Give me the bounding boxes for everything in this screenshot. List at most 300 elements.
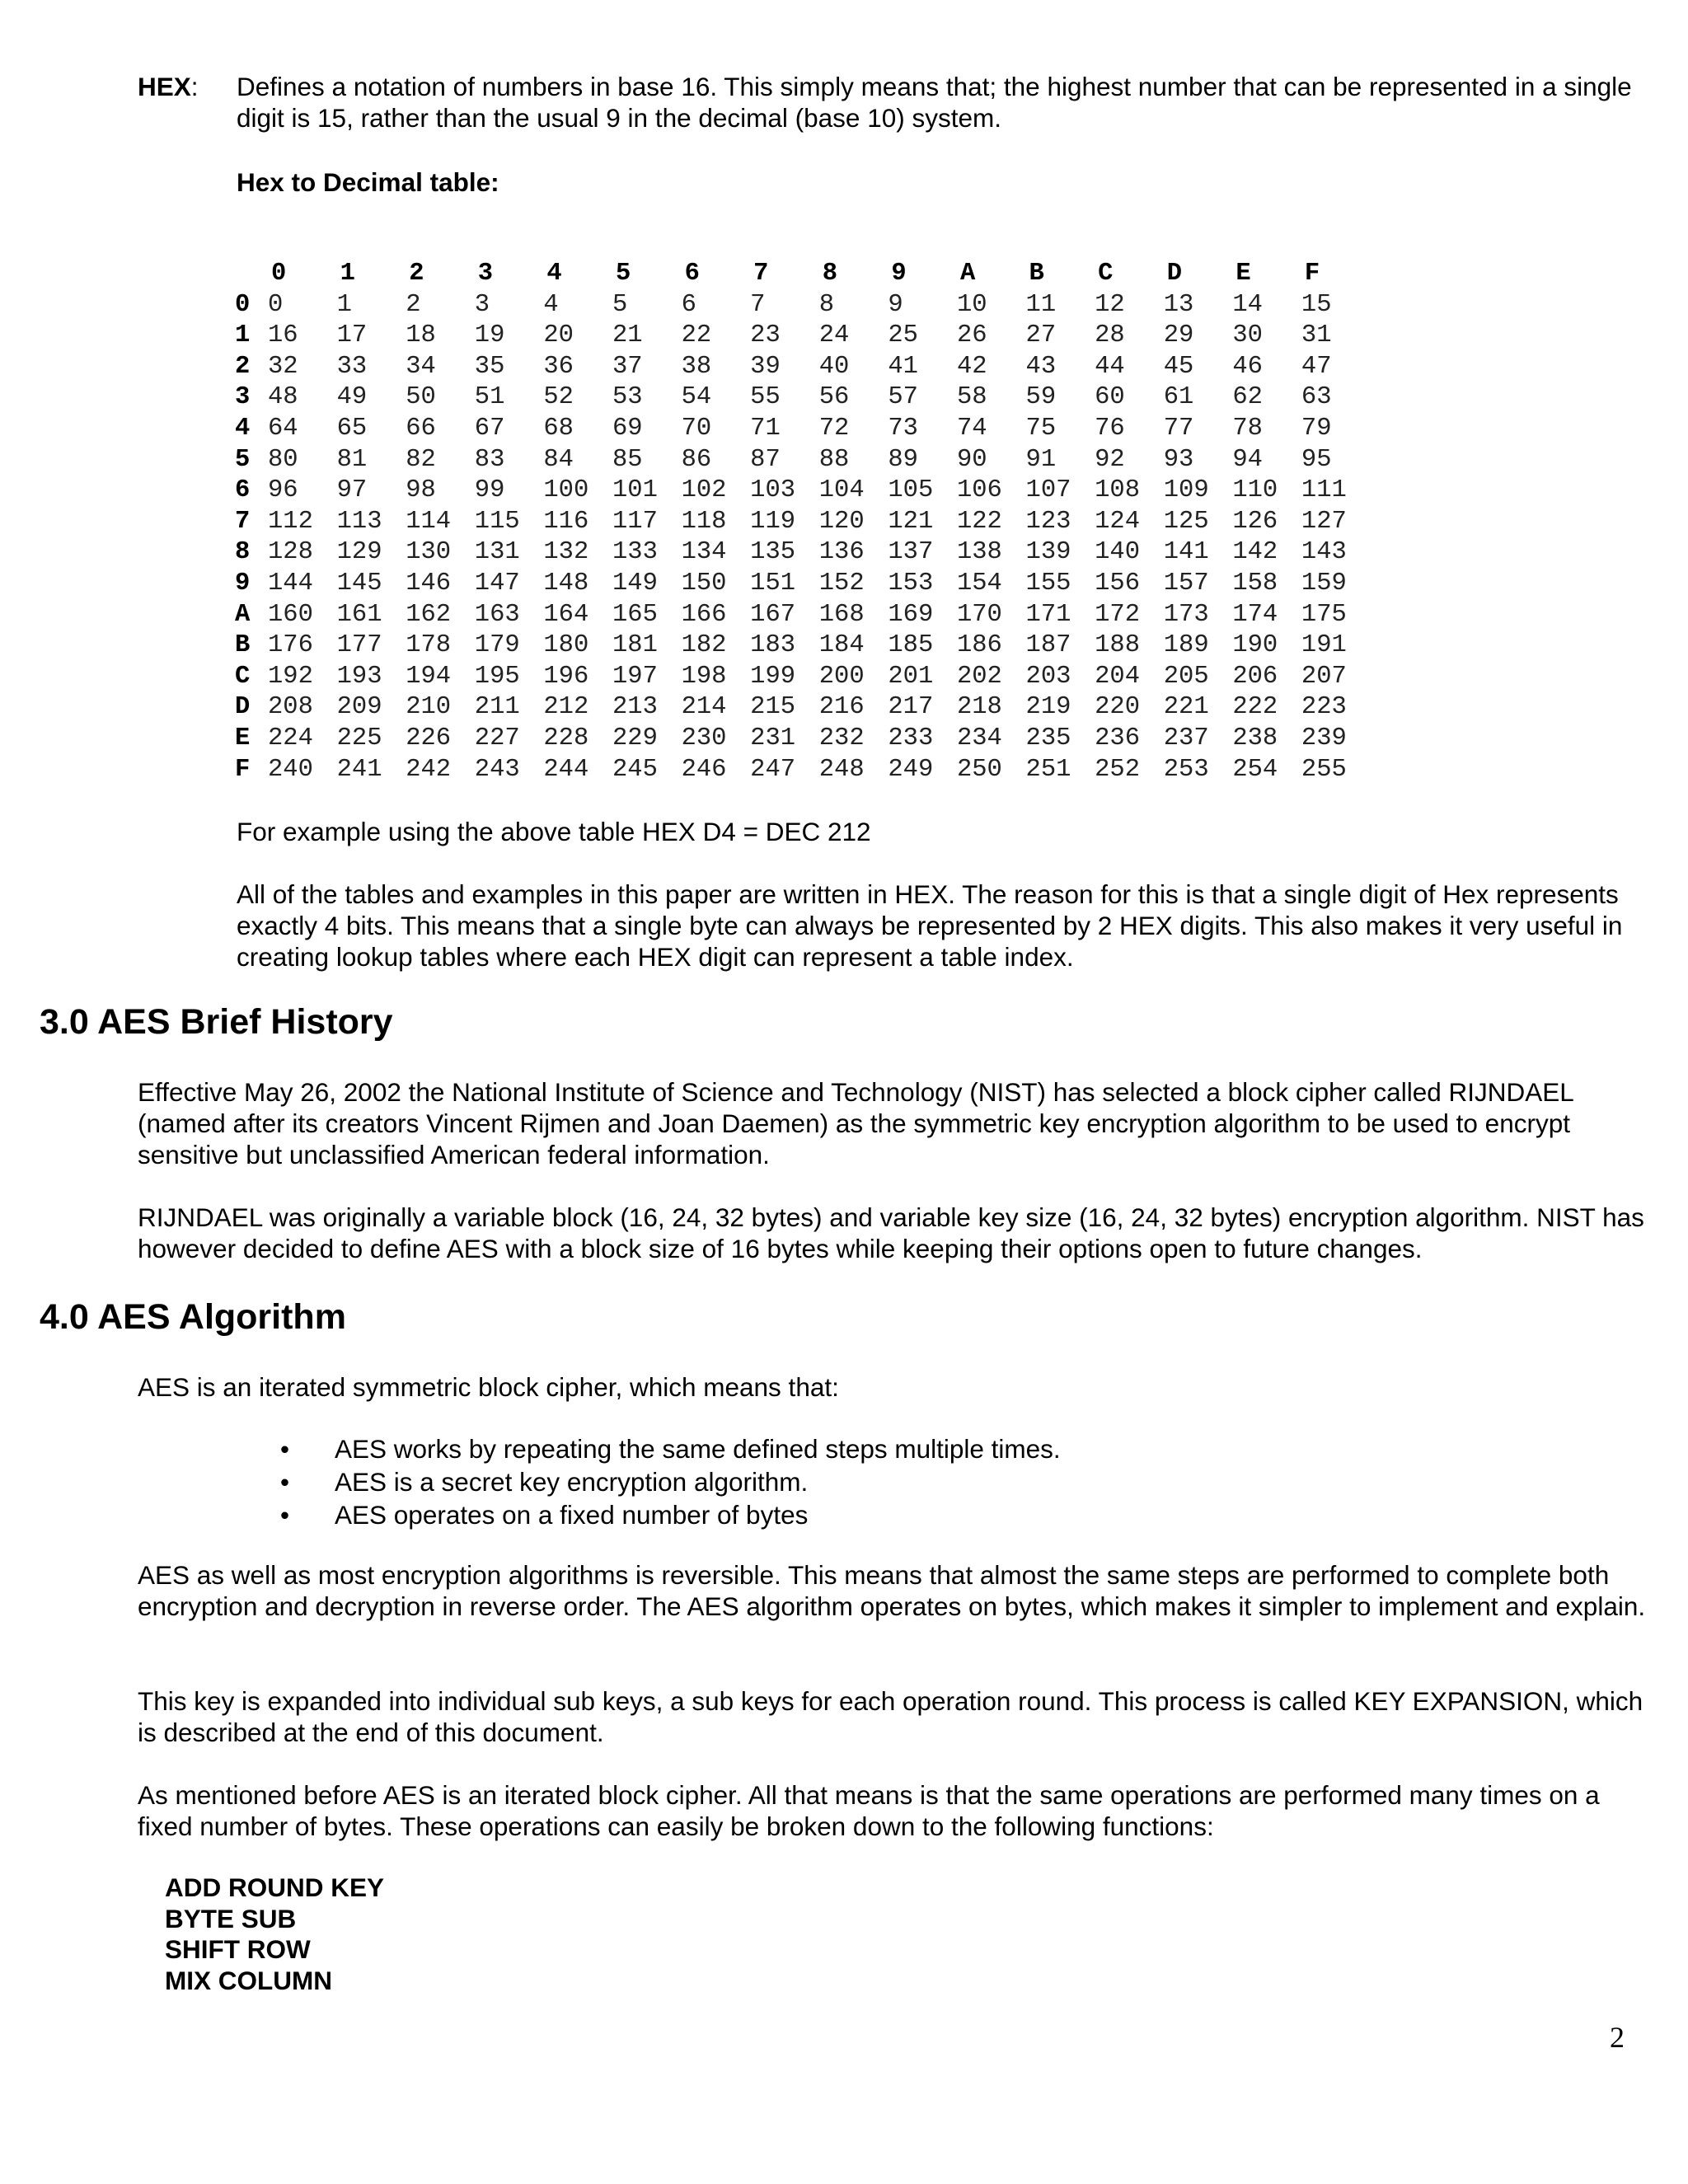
table-cell: 55 <box>750 383 781 412</box>
table-cell: 252 <box>1095 755 1141 784</box>
table-cell: 26 <box>956 321 987 350</box>
table-cell: 180 <box>543 631 589 660</box>
table-cell: 183 <box>750 631 796 660</box>
column-header: F <box>1304 260 1320 288</box>
table-cell: 122 <box>956 507 1002 536</box>
table-header-row <box>235 259 1371 290</box>
function-item: ADD ROUND KEY <box>165 1872 385 1902</box>
table-cell: 227 <box>474 724 520 752</box>
table-cell: 88 <box>818 445 850 474</box>
table-cell: 212 <box>543 693 589 722</box>
table-cell: 154 <box>956 569 1002 598</box>
table-cell: 29 <box>1163 321 1194 350</box>
table-cell: 128 <box>268 538 313 567</box>
list-item: • AES works by repeating the same defined steps multiple times. <box>280 1434 1061 1464</box>
table-cell: 158 <box>1232 569 1278 598</box>
table-cell: 50 <box>406 383 436 412</box>
table-cell: 174 <box>1232 600 1278 629</box>
table-cell: 246 <box>681 755 727 784</box>
section-3-heading: 3.0 AES Brief History <box>40 1002 393 1042</box>
table-cell: 58 <box>956 383 987 412</box>
table-cell: 57 <box>888 383 918 412</box>
table-cell: 153 <box>888 569 934 598</box>
table-cell: 6 <box>681 290 696 319</box>
column-header: C <box>1098 260 1114 288</box>
table-cell: 42 <box>956 352 987 381</box>
table-cell: 7 <box>750 290 766 319</box>
table-cell: 27 <box>1025 321 1057 350</box>
table-row <box>235 630 1371 662</box>
table-cell: 171 <box>1025 600 1071 629</box>
table-cell: 175 <box>1301 600 1347 629</box>
table-cell: 182 <box>681 631 727 660</box>
table-cell: 214 <box>681 693 727 722</box>
table-cell: 90 <box>956 445 987 474</box>
table-cell: 186 <box>956 631 1002 660</box>
table-cell: 16 <box>268 321 298 350</box>
table-cell: 208 <box>268 693 313 722</box>
table-cell: 65 <box>336 414 368 443</box>
table-cell: 12 <box>1095 290 1125 319</box>
table-cell: 181 <box>612 631 658 660</box>
table-cell: 44 <box>1095 352 1125 381</box>
table-cell: 178 <box>406 631 452 660</box>
table-cell: 84 <box>543 445 574 474</box>
table-cell: 91 <box>1025 445 1057 474</box>
table-cell: 196 <box>543 662 589 691</box>
table-cell: 25 <box>888 321 918 350</box>
row-header: F <box>235 755 251 784</box>
table-cell: 130 <box>406 538 452 567</box>
table-cell: 64 <box>268 414 298 443</box>
table-cell: 143 <box>1301 538 1347 567</box>
table-cell: 248 <box>818 755 865 784</box>
table-cell: 188 <box>1095 631 1141 660</box>
table-cell: 119 <box>750 507 796 536</box>
table-cell: 28 <box>1095 321 1125 350</box>
table-cell: 220 <box>1095 693 1141 722</box>
table-cell: 164 <box>543 600 589 629</box>
table-cell: 53 <box>612 383 643 412</box>
table-cell: 201 <box>888 662 934 691</box>
table-cell: 60 <box>1095 383 1125 412</box>
table-cell: 121 <box>888 507 934 536</box>
table-row <box>235 321 1371 352</box>
table-cell: 217 <box>888 693 934 722</box>
table-cell: 83 <box>474 445 505 474</box>
table-cell: 145 <box>336 569 382 598</box>
table-cell: 133 <box>612 538 658 567</box>
table-cell: 200 <box>818 662 865 691</box>
column-header: 1 <box>340 260 355 288</box>
table-cell: 98 <box>406 476 436 505</box>
table-cell: 123 <box>1025 507 1071 536</box>
table-cell: 71 <box>750 414 781 443</box>
column-header: 9 <box>891 260 907 288</box>
table-cell: 120 <box>818 507 865 536</box>
table-cell: 5 <box>612 290 628 319</box>
table-cell: 20 <box>543 321 574 350</box>
column-header: B <box>1029 260 1044 288</box>
table-cell: 70 <box>681 414 712 443</box>
table-cell: 89 <box>888 445 918 474</box>
table-cell: 244 <box>543 755 589 784</box>
hex-description: Defines a notation of numbers in base 16. This simply means that; the highest number that can be represented in a single digit is 15, rather than the usual 9 in the decimal (base 10) system. <box>237 72 1632 133</box>
table-cell: 30 <box>1232 321 1263 350</box>
table-cell: 81 <box>336 445 368 474</box>
table-cell: 72 <box>818 414 850 443</box>
table-cell: 216 <box>818 693 865 722</box>
table-cell: 49 <box>336 383 368 412</box>
table-cell: 10 <box>956 290 987 319</box>
table-cell: 19 <box>474 321 505 350</box>
table-cell: 137 <box>888 538 934 567</box>
table-cell: 46 <box>1232 352 1263 381</box>
table-cell: 179 <box>474 631 520 660</box>
table-cell: 176 <box>268 631 313 660</box>
table-cell: 245 <box>612 755 658 784</box>
table-cell: 138 <box>956 538 1002 567</box>
table-cell: 124 <box>1095 507 1141 536</box>
table-cell: 253 <box>1163 755 1209 784</box>
table-row <box>235 755 1371 786</box>
table-cell: 238 <box>1232 724 1278 752</box>
table-cell: 173 <box>1163 600 1209 629</box>
table-cell: 198 <box>681 662 727 691</box>
table-cell: 219 <box>1025 693 1071 722</box>
table-cell: 94 <box>1232 445 1263 474</box>
table-cell: 236 <box>1095 724 1141 752</box>
row-header: 2 <box>235 352 251 381</box>
table-cell: 228 <box>543 724 589 752</box>
table-cell: 116 <box>543 507 589 536</box>
table-cell: 243 <box>474 755 520 784</box>
table-cell: 67 <box>474 414 505 443</box>
table-cell: 239 <box>1301 724 1347 752</box>
table-cell: 254 <box>1232 755 1278 784</box>
table-cell: 104 <box>818 476 865 505</box>
table-corner-cell <box>235 259 268 290</box>
table-cell: 112 <box>268 507 313 536</box>
hex-note-paragraph: All of the tables and examples in this paper are written in HEX. The reason for this is that a single digit of Hex represents exactly 4 bits. This means that a single byte can always be represented by 2 HEX digits. This also makes it very useful in creating lookup tables where each HEX digit can represent a table index. <box>237 879 1623 972</box>
table-cell: 102 <box>681 476 727 505</box>
table-cell: 207 <box>1301 662 1347 691</box>
table-cell: 206 <box>1232 662 1278 691</box>
column-header: 8 <box>822 260 838 288</box>
table-body <box>235 290 1371 786</box>
table-cell: 146 <box>406 569 452 598</box>
table-row <box>235 382 1371 414</box>
table-cell: 87 <box>750 445 781 474</box>
table-row <box>235 507 1371 538</box>
table-cell: 233 <box>888 724 934 752</box>
table-cell: 139 <box>1025 538 1071 567</box>
table-cell: 205 <box>1163 662 1209 691</box>
hex-term: HEX: <box>138 72 199 101</box>
table-cell: 191 <box>1301 631 1347 660</box>
table-cell: 242 <box>406 755 452 784</box>
table-cell: 251 <box>1025 755 1071 784</box>
table-cell: 149 <box>612 569 658 598</box>
table-cell: 37 <box>612 352 643 381</box>
table-row <box>235 600 1371 631</box>
table-cell: 177 <box>336 631 382 660</box>
example-text: For example using the above table HEX D4 = DEC 212 <box>237 817 871 846</box>
table-cell: 105 <box>888 476 934 505</box>
table-cell: 147 <box>474 569 520 598</box>
table-cell: 92 <box>1095 445 1125 474</box>
table-cell: 75 <box>1025 414 1057 443</box>
table-cell: 215 <box>750 693 796 722</box>
table-cell: 31 <box>1301 321 1332 350</box>
section-4-paragraph-3: As mentioned before AES is an iterated block cipher. All that means is that the same operations are performed many times on a fixed number of bytes. These operations can easily be broken down to the following functions: <box>138 1780 1600 1841</box>
table-cell: 3 <box>474 290 490 319</box>
table-cell: 111 <box>1301 476 1347 505</box>
table-cell: 159 <box>1301 569 1347 598</box>
table-cell: 34 <box>406 352 436 381</box>
table-cell: 218 <box>956 693 1002 722</box>
bullet-icon: • <box>280 1434 290 1464</box>
table-cell: 223 <box>1301 693 1347 722</box>
table-cell: 15 <box>1301 290 1332 319</box>
hex-to-decimal-table <box>235 259 1371 785</box>
table-cell: 107 <box>1025 476 1071 505</box>
row-header: B <box>235 631 251 660</box>
table-cell: 185 <box>888 631 934 660</box>
table-cell: 230 <box>681 724 727 752</box>
row-header: 7 <box>235 507 251 536</box>
table-cell: 36 <box>543 352 574 381</box>
table-cell: 78 <box>1232 414 1263 443</box>
table-cell: 226 <box>406 724 452 752</box>
table-cell: 14 <box>1232 290 1263 319</box>
column-header: 2 <box>409 260 424 288</box>
table-cell: 13 <box>1163 290 1194 319</box>
row-header: C <box>235 662 251 691</box>
row-header: 0 <box>235 290 251 319</box>
table-cell: 110 <box>1232 476 1278 505</box>
table-cell: 52 <box>543 383 574 412</box>
list-item: • AES operates on a fixed number of bytes <box>280 1500 809 1530</box>
table-cell: 62 <box>1232 383 1263 412</box>
table-cell: 169 <box>888 600 934 629</box>
function-item: SHIFT ROW <box>165 1934 311 1965</box>
row-header: 4 <box>235 414 251 443</box>
table-cell: 232 <box>818 724 865 752</box>
row-header: A <box>235 600 251 629</box>
table-cell: 35 <box>474 352 505 381</box>
table-cell: 204 <box>1095 662 1141 691</box>
column-header: 6 <box>684 260 700 288</box>
table-cell: 213 <box>612 693 658 722</box>
table-cell: 9 <box>888 290 903 319</box>
column-header: 3 <box>477 260 494 288</box>
row-header: 9 <box>235 569 251 598</box>
table-cell: 161 <box>336 600 382 629</box>
table-cell: 4 <box>543 290 559 319</box>
table-cell: 155 <box>1025 569 1071 598</box>
table-cell: 193 <box>336 662 382 691</box>
table-cell: 118 <box>681 507 727 536</box>
table-cell: 106 <box>956 476 1002 505</box>
table-row <box>235 662 1371 693</box>
table-cell: 224 <box>268 724 313 752</box>
table-row <box>235 692 1371 724</box>
table-cell: 125 <box>1163 507 1209 536</box>
table-cell: 132 <box>543 538 589 567</box>
table-cell: 203 <box>1025 662 1071 691</box>
aes-function-list <box>165 1872 384 1997</box>
function-item: BYTE SUB <box>165 1903 297 1933</box>
table-cell: 162 <box>406 600 452 629</box>
hex-definition <box>138 71 1646 134</box>
table-cell: 129 <box>336 538 382 567</box>
table-cell: 86 <box>681 445 712 474</box>
section-4-paragraph-2: This key is expanded into individual sub keys, a sub keys for each operation round. This process is called KEY EXPANSION, which is described at the end of this document. <box>138 1686 1643 1747</box>
table-cell: 126 <box>1232 507 1278 536</box>
table-cell: 151 <box>750 569 796 598</box>
table-cell: 74 <box>956 414 987 443</box>
table-cell: 157 <box>1163 569 1209 598</box>
table-cell: 136 <box>818 538 865 567</box>
table-cell: 68 <box>543 414 574 443</box>
table-cell: 202 <box>956 662 1002 691</box>
table-cell: 231 <box>750 724 796 752</box>
row-header: D <box>235 693 251 722</box>
table-cell: 172 <box>1095 600 1141 629</box>
table-cell: 82 <box>406 445 436 474</box>
table-cell: 152 <box>818 569 865 598</box>
list-item: • AES is a secret key encryption algorithm. <box>280 1467 809 1497</box>
table-cell: 96 <box>268 476 298 505</box>
table-cell: 24 <box>818 321 850 350</box>
table-cell: 225 <box>336 724 382 752</box>
table-cell: 168 <box>818 600 865 629</box>
row-header: 8 <box>235 538 251 567</box>
table-cell: 114 <box>406 507 452 536</box>
table-cell: 195 <box>474 662 520 691</box>
table-cell: 63 <box>1301 383 1332 412</box>
column-header: 4 <box>546 260 562 288</box>
column-header: 0 <box>271 260 287 288</box>
table-row <box>235 724 1371 755</box>
table-cell: 229 <box>612 724 658 752</box>
table-cell: 144 <box>268 569 313 598</box>
hex-table-title: Hex to Decimal table: <box>237 167 499 197</box>
table-cell: 66 <box>406 414 436 443</box>
table-cell: 150 <box>681 569 727 598</box>
table-cell: 108 <box>1095 476 1141 505</box>
row-header: 3 <box>235 383 251 412</box>
table-cell: 93 <box>1163 445 1194 474</box>
table-cell: 141 <box>1163 538 1209 567</box>
table-cell: 45 <box>1163 352 1194 381</box>
table-cell: 199 <box>750 662 796 691</box>
table-cell: 113 <box>336 507 382 536</box>
table-cell: 103 <box>750 476 796 505</box>
table-cell: 250 <box>956 755 1002 784</box>
table-cell: 255 <box>1301 755 1347 784</box>
table-cell: 43 <box>1025 352 1057 381</box>
table-cell: 241 <box>336 755 382 784</box>
table-cell: 51 <box>474 383 505 412</box>
table-row <box>235 476 1371 507</box>
table-cell: 39 <box>750 352 781 381</box>
table-cell: 135 <box>750 538 796 567</box>
column-header: E <box>1236 260 1251 288</box>
table-cell: 184 <box>818 631 865 660</box>
table-cell: 140 <box>1095 538 1141 567</box>
table-cell: 187 <box>1025 631 1071 660</box>
table-row <box>235 414 1371 445</box>
table-cell: 0 <box>268 290 284 319</box>
table-cell: 41 <box>888 352 918 381</box>
table-cell: 79 <box>1301 414 1332 443</box>
table-cell: 197 <box>612 662 658 691</box>
row-header: 6 <box>235 476 251 505</box>
table-cell: 40 <box>818 352 850 381</box>
section-3-paragraph-2: RIJNDAEL was originally a variable block (16, 24, 32 bytes) and variable key size (16, 24, 32 bytes) encryption algorithm. NIST has however decided to define AES with a block size of 16 bytes while keeping their options open to future changes. <box>138 1202 1644 1263</box>
table-cell: 95 <box>1301 445 1332 474</box>
table-cell: 142 <box>1232 538 1278 567</box>
table-cell: 85 <box>612 445 643 474</box>
aes-properties-list <box>280 1432 1061 1531</box>
table-cell: 189 <box>1163 631 1209 660</box>
table-row <box>235 537 1371 569</box>
table-cell: 247 <box>750 755 796 784</box>
table-cell: 190 <box>1232 631 1278 660</box>
table-cell: 61 <box>1163 383 1194 412</box>
table-cell: 127 <box>1301 507 1347 536</box>
table-cell: 165 <box>612 600 658 629</box>
table-cell: 21 <box>612 321 643 350</box>
table-cell: 100 <box>543 476 589 505</box>
table-cell: 115 <box>474 507 520 536</box>
table-cell: 170 <box>956 600 1002 629</box>
bullet-icon: • <box>280 1467 290 1497</box>
table-cell: 73 <box>888 414 918 443</box>
row-header: E <box>235 724 251 752</box>
function-item: MIX COLUMN <box>165 1966 332 1996</box>
table-cell: 69 <box>612 414 643 443</box>
table-cell: 209 <box>336 693 382 722</box>
table-cell: 221 <box>1163 693 1209 722</box>
row-header: 1 <box>235 321 251 350</box>
table-cell: 160 <box>268 600 313 629</box>
table-cell: 17 <box>336 321 368 350</box>
table-cell: 163 <box>474 600 520 629</box>
table-cell: 33 <box>336 352 368 381</box>
table-cell: 1 <box>336 290 352 319</box>
column-header: 5 <box>615 260 631 288</box>
table-cell: 240 <box>268 755 313 784</box>
table-row <box>235 352 1371 383</box>
table-cell: 167 <box>750 600 796 629</box>
table-cell: 117 <box>612 507 658 536</box>
table-cell: 22 <box>681 321 712 350</box>
table-cell: 59 <box>1025 383 1057 412</box>
table-cell: 211 <box>474 693 520 722</box>
table-cell: 47 <box>1301 352 1332 381</box>
table-cell: 234 <box>956 724 1002 752</box>
table-cell: 38 <box>681 352 712 381</box>
table-cell: 18 <box>406 321 436 350</box>
table-cell: 32 <box>268 352 298 381</box>
table-cell: 235 <box>1025 724 1071 752</box>
table-cell: 99 <box>474 476 505 505</box>
section-4-paragraph-1: AES as well as most encryption algorithms is reversible. This means that almost the same steps are performed to complete both encryption and decryption in reverse order. The AES algorithm operates on bytes, which makes it simpler to implement and explain. <box>138 1560 1646 1621</box>
table-row <box>235 290 1371 321</box>
